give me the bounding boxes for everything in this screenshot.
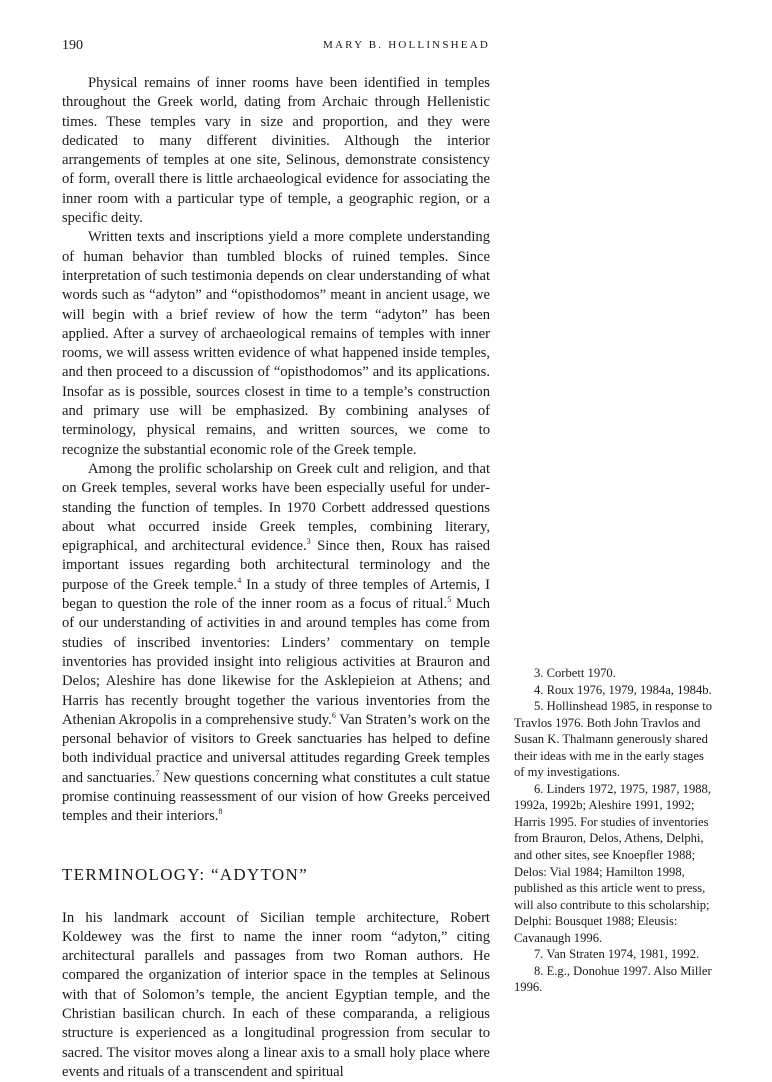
page-number: 190 (62, 38, 83, 53)
paragraph-3-text: In a study of three temples of Artemis, I began to question the role of the inner room as a focus of ritual. (62, 576, 490, 613)
footnote-6: 6. Linders 1972, 1975, 1987, 1988, 1992a, 1992b; Aleshire 1991, 1992; Harris 1995. For studies of inventories from Brauron, Delos, Athens, Delphi, and other sites, see Knoepfler 1988; Delos: Vial 1984; Hamilton 1998, published as this article went to press, will also contribute to this scholarship; Delphi: Bousquet 1988; Eleusis: Cavanaugh 1996. (514, 781, 712, 945)
paragraph-3-text: Since then, Roux has raised important issues regarding both architectural terminology and the purpose of the Greek temple. (62, 538, 490, 593)
footnote-3: 3. Corbett 1970. (534, 666, 616, 680)
paragraph-2: Written texts and inscriptions yield a more complete understanding of human behavior than tumbled blocks of ruined temples. Since interpretation of such testimonia depends on clear understanding of what words such as “adyton” and “opisthodomos” meant in ancient usage, we will begin with a brief review of how the term “adyton” has been applied. After a survey of archaeological remains of temples with inner rooms, we will assess written evidence of what happened inside temples, and then proceed to a discussion of “opisthodomos” and its applications. Insofar as is possible, sources closest in time to a temple’s construction and primary use will be emphasized. By combining analyses of terminology, physical remains, and written sources, we come to recognize the substantial economic role of the Greek temple. (62, 229, 490, 458)
paragraph-1: Physical remains of inner rooms have been identified in temples throughout the Greek world, dating from Archaic through Hellenistic times. These temples vary in size and proportion, and they were dedicated to many different divinities. Although the interior arrangements of temples at one site, Selinous, demonstrate consistency of form, overall there is little archaeological evidence for associating the inner room with a particular type of temple, a geographic region, or a specific deity. (62, 75, 490, 227)
paragraph-3-text: New questions concerning what constitutes a cult statue promise continuing reassessment of our vision of how Greeks perceived temples and their interiors. (62, 769, 491, 825)
footnote-ref-5[interactable]: 5 (447, 595, 452, 605)
page-header (62, 38, 490, 58)
footnote-5: 5. Hollinshead 1985, in response to Travlos 1976. Both John Travlos and Susan K. Thalmann generously shared their ideas with me in the early stages of my investigations. (514, 699, 713, 780)
footnote-ref-6[interactable]: 6 (331, 710, 336, 720)
paragraph-3 (62, 460, 490, 827)
footnote-ref-7[interactable]: 7 (155, 768, 160, 778)
paragraph-3-text: Van Straten’s work on the personal behavior of visitors to Greek sanctuaries has helped to define both individual practice and universal attitudes regarding Greek temples and sanctuaries. (62, 711, 490, 786)
footnote-8: 8. E.g., Donohue 1997. Also Miller 1996. (514, 963, 712, 995)
footnotes-column (514, 665, 714, 996)
main-text-column (62, 74, 490, 1082)
paragraph-3-text: Much of our understanding of activities in and around temples has come from studies of inscribed inventories: Linders’ commentary on temple inventories has provided insight into religious activities at Brauron and Delos; Aleshire has done likewise for the Asklepieion at Athens; and Harris has recently brought together the various inventories from the Athenian Akropolis in a comprehensive study. (62, 596, 490, 728)
paragraph-3-text: Among the prolific scholarship on Greek cult and religion, and that on Greek temples, several works have been especially useful for understanding the function of temples. In 1970 Corbett addressed questions about what occurred inside Greek temples, combining literary, epigraphical, and architectural evidence. (62, 460, 490, 555)
footnote-ref-3[interactable]: 3 (306, 537, 311, 547)
running-head: MARY B. HOLLINSHEAD (323, 39, 490, 51)
footnote-ref-8[interactable]: 8 (218, 807, 223, 817)
section-heading: TERMINOLOGY: “ADYTON” (62, 864, 308, 884)
footnote-ref-4[interactable]: 4 (237, 575, 242, 585)
paragraph-4: In his landmark account of Sicilian temple architecture, Robert Koldewey was the first to name the inner room “adyton,” citing architectural parallels and passages from two Roman authors. He compared the organization of interior space in the temples at Selinous with that of Solomon’s temple, the ancient Egyptian temple, and the Christian basilican church. In each of these comparanda, a religious structure is experienced as a longitudinal progression from secular to sacred. The visitor moves along a linear axis to a small holy place where events and rituals of a transcendent and spiritual (62, 909, 490, 1080)
footnote-7: 7. Van Straten 1974, 1981, 1992. (534, 947, 700, 962)
footnote-4: 4. Roux 1976, 1979, 1984a, 1984b. (534, 682, 712, 697)
